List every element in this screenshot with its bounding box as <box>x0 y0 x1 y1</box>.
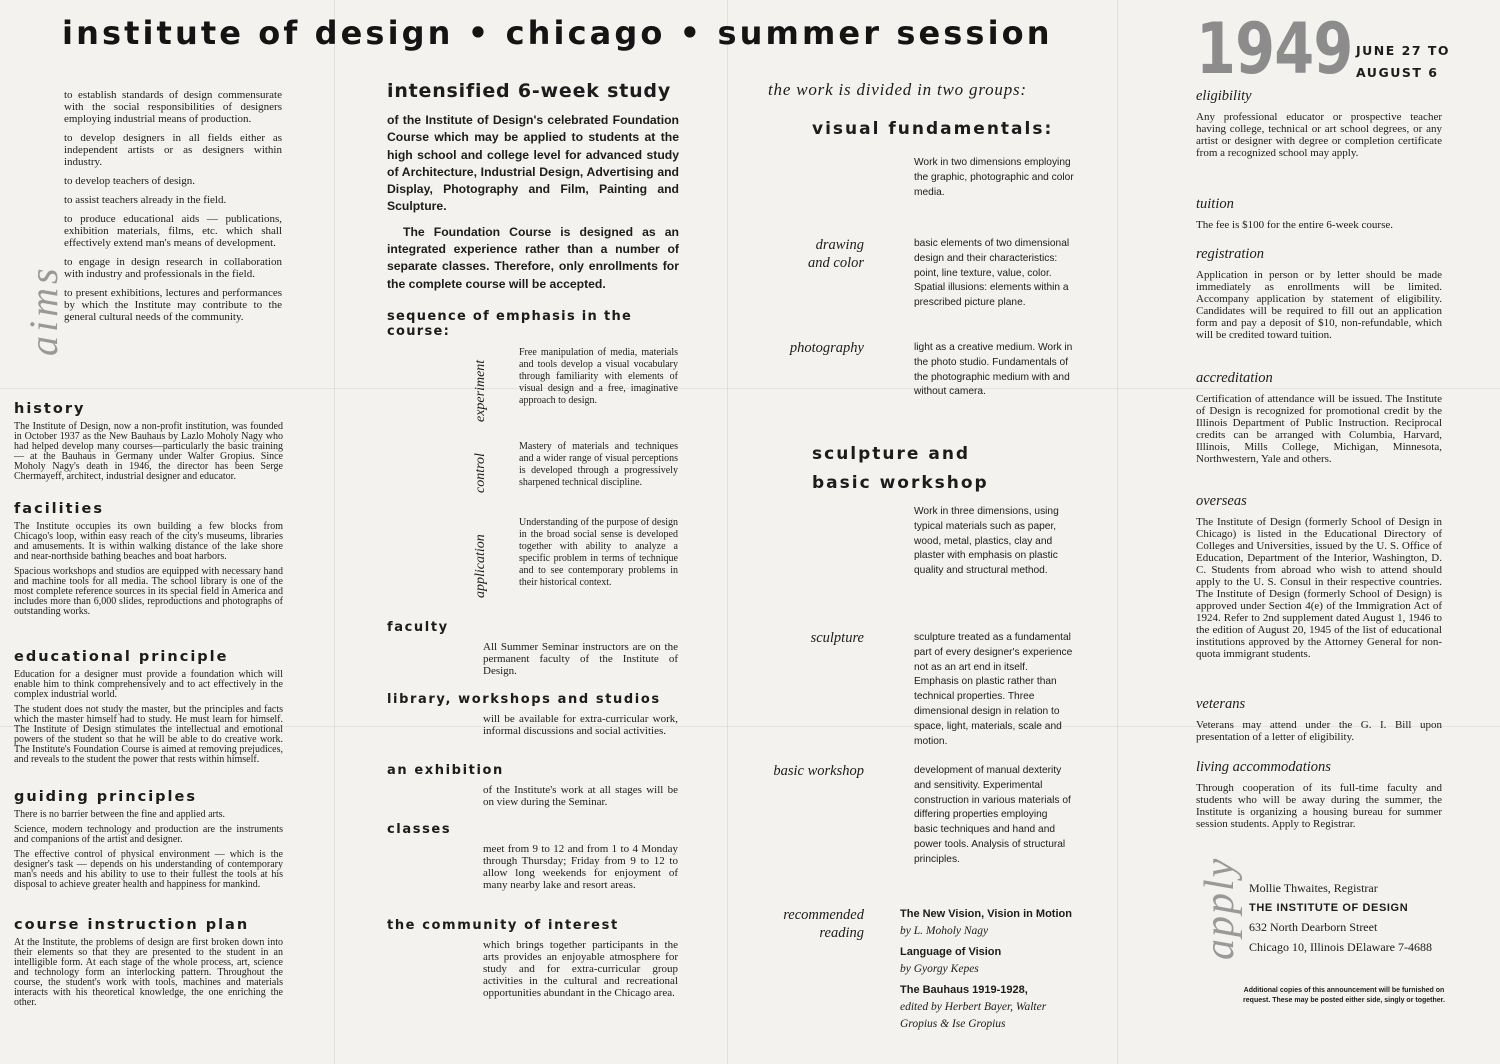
drawing-label-line: drawing <box>815 237 864 253</box>
section-text: The Institute of Design, now a non-profit institution, was founded in October 1937 as the New Bauhaus by Lazlo Moholy Nagy who had helped develop many courses—particularly the basic training — at the Bauhaus in Germany under Walter Gropius. Since Moholy Nagy's death in 1946, the director has been Serge Chermayeff, architect, industrial designer and educator. <box>14 421 283 482</box>
section-text: There is no barrier between the fine and applied arts. <box>14 809 226 820</box>
exhibition-heading: an exhibition <box>387 763 504 778</box>
left-sections <box>14 401 283 1008</box>
registrar-name: Mollie Thwaites, Registrar <box>1249 881 1378 895</box>
page-title: institute of design • chicago • summer session <box>62 14 1053 52</box>
street-address: 632 North Dearborn Street <box>1249 920 1378 934</box>
reading-label-line: reading <box>819 925 864 941</box>
groups-intro: the work is divided in two groups: <box>768 80 1027 99</box>
section-text: The Institute of Design (formerly School of Design in Chicago) is listed in the Educational Directory of Colleges and Universities, issued by the U. S. Office of Education, Department of the Interior, Washington, D. C. Students from abroad who wish to attend should apply to the U. S. Consul in their respective countries. The Institute of Design (formerly School of Design) is approved under Section 4(e) of the Immigration Act of 1924. Refer to 2nd supplement dated August 1, 1946 to the edition of August 20, 1945 of the list of educational institutions approved by the Attorney General for non-quota immigrant students. <box>1196 516 1442 660</box>
intro-paragraph: The Foundation Course is designed as an integrated experience rather than a number of separate classes. Therefore, only enrollments for the complete course will be accepted. <box>387 224 679 291</box>
book-author: by Gyorgy Kepes <box>900 963 979 975</box>
section-tuition <box>1196 196 1442 246</box>
sculpture-heading-line: sculpture and <box>812 444 971 464</box>
drawing-label-line: and color <box>808 255 864 271</box>
drawing-text: basic elements of two dimensional design and their characteristics: point, line texture, value, color. Spatial illusions: elements within a prescribed picture plane. <box>914 238 1070 309</box>
intensified-study <box>387 80 679 339</box>
section-text: The fee is $100 for the entire 6-week course. <box>1196 219 1394 231</box>
visual-heading: visual fundamentals: <box>812 119 1054 139</box>
date-start: JUNE 27 TO <box>1356 43 1451 58</box>
reading-label <box>760 906 864 942</box>
aim-item: to develop teachers of design. <box>64 175 196 187</box>
book-item <box>900 943 1080 977</box>
institute-name: THE INSTITUTE OF DESIGN <box>1249 901 1409 914</box>
section-text: The Institute occupies its own building a few blocks from Chicago's loop, within easy reach of the city's museums, libraries and amusements. It is within walking distance of the lake shore and near-northside bathing beaches and boat harbors. <box>14 521 283 562</box>
section-text: Education for a designer must provide a foundation which will enable him to think comprehensively and to act effectively in the complex industrial world. <box>14 669 283 700</box>
section-text: Certification of attendance will be issued. The Institute of Design is recognized for promotional credit by the Illinois Department of Public Instruction. Reciprocal credits can be arranged with Columbia, Harvard, Illinois, Mills College, Michigan, Minnesota, Northwestern, Yale and others. <box>1196 393 1442 465</box>
apply-label: apply <box>1197 856 1243 960</box>
section-heading: accreditation <box>1196 370 1273 386</box>
book-item <box>900 981 1080 1032</box>
book-title: Language of Vision <box>900 946 1002 958</box>
library-heading: library, workshops and studios <box>387 692 661 707</box>
library-text: will be available for extra-curricular work, informal discussions and social activities. <box>483 713 678 737</box>
sequence-text: Mastery of materials and techniques and a wider range of visual perceptions is developed through a progressively sharpened technical discipline. <box>519 441 678 488</box>
fold-line <box>727 0 728 1064</box>
faculty-heading: faculty <box>387 620 449 635</box>
book-title: The New Vision, Vision in Motion <box>900 908 1072 920</box>
aim-item: to assist teachers already in the field. <box>64 194 227 206</box>
exhibition-text: of the Institute's work at all stages will be on view during the Seminar. <box>483 784 678 808</box>
sequence-heading: sequence of emphasis in the course: <box>387 308 633 339</box>
section-text: The effective control of physical environment — which is the designer's task — depends on his understanding of contemporary man's needs and his ability to use to their fullest the tools at his disposal to achieve greater health and happiness for mankind. <box>14 849 283 890</box>
faculty-text: All Summer Seminar instructors are on the permanent faculty of the Institute of Design. <box>483 641 678 677</box>
aims-label: aims <box>21 264 66 356</box>
section-text: At the Institute, the problems of design are first broken down into their elements so that they are presented to the student in an intelligible form. At each stage of the whole process, art, science and technology form an interlocking pattern. Throughout the course, the student's work with tools, machines and materials interacts with his theoretical knowledge, the one enriching the other. <box>14 937 283 1008</box>
sculpture-intro: Work in three dimensions, using typical materials such as paper, wood, metal, plastics, clay and plaster with emphasis on plastic quality and structural method. <box>914 506 1059 577</box>
section-heading: facilities <box>14 501 104 517</box>
workshop-text: development of manual dexterity and sensitivity. Experimental construction in various materials of differing properties employing basic techniques and hand and power tools. Analysis of structural principles. <box>914 765 1071 865</box>
section-text: Through cooperation of its full-time faculty and students who will be away during the summer, the Institute is organizing a housing bureau for summer session students. Apply to Registrar. <box>1196 782 1442 830</box>
fold-line <box>1117 0 1118 1064</box>
workshop-label: basic workshop <box>773 763 864 779</box>
sculpture-heading-line: basic workshop <box>812 473 989 493</box>
section-guiding-principles <box>14 789 283 917</box>
section-text: The student does not study the master, but the principles and facts which the master himself had to study. He must learn for himself. The Institute of Design stimulates the intellectual and emotional powers of the student so that he will be able to do creative work. The Institute's Foundation Course is aimed at removing prejudices, and reveals to the student the power that rests within himself. <box>14 704 283 765</box>
section-heading: course instruction plan <box>14 917 250 933</box>
classes-text: meet from 9 to 12 and from 1 to 4 Monday through Thursday; Friday from 9 to 12 to allow long weekends for enjoyment of many nearby lake and resort areas. <box>483 843 678 891</box>
session-dates <box>1356 40 1450 84</box>
section-text: Veterans may attend under the G. I. Bill upon presentation of a letter of eligibility. <box>1196 719 1442 743</box>
aim-item: to present exhibitions, lectures and performances by which the Institute may contribute to the general cultural needs of the community. <box>64 287 282 323</box>
section-heading: history <box>14 401 86 417</box>
section-text: Application in person or by letter should be made immediately as enrollments will be limited. Accompany application by statement of eligibility. Candidates will be required to fill out an application form and pay a deposit of $10, non-refundable, which will be credited toward tuition. <box>1196 269 1442 341</box>
section-accreditation <box>1196 370 1442 493</box>
section-text: Science, modern technology and production are the instruments and companions of the artist and designer. <box>14 824 283 845</box>
section-living-accommodations <box>1196 759 1442 830</box>
intensified-heading: intensified 6-week study <box>387 80 672 102</box>
info-sections <box>1196 88 1442 830</box>
aim-item: to establish standards of design commensurate with the social responsibilities of designers employing industrial means of production. <box>64 89 282 125</box>
visual-text: Work in two dimensions employing the graphic, photographic and color media. <box>914 157 1074 198</box>
section-educational-principle <box>14 649 283 789</box>
section-overseas <box>1196 493 1442 696</box>
sequence-label-control: control <box>473 453 488 493</box>
reading-list <box>900 905 1080 1032</box>
section-history <box>14 401 283 501</box>
section-veterans <box>1196 696 1442 759</box>
section-eligibility <box>1196 88 1442 196</box>
reading-label-line: recommended <box>783 907 864 923</box>
aims-list <box>64 89 282 330</box>
book-author: by L. Moholy Nagy <box>900 925 989 937</box>
copies-note: Additional copies of this announcement will be furnished on request. These may be posted either side, singly or together. <box>1243 987 1445 1004</box>
section-heading: guiding principles <box>14 789 197 805</box>
section-course-instruction-plan <box>14 917 283 1008</box>
sequence-text: Understanding of the purpose of design in the broad social sense is developed together with ability to analyze a specific problem in terms of technique and to see contemporary problems in their historical context. <box>519 517 678 588</box>
aim-item: to produce educational aids — publications, exhibition materials, films, etc. which shall effectively extend man's means of development. <box>64 213 282 249</box>
photography-label: photography <box>789 340 864 356</box>
sculpture-heading <box>812 440 989 498</box>
community-heading: the community of interest <box>387 918 619 933</box>
date-end: AUGUST 6 <box>1356 65 1439 80</box>
contact-block <box>1249 879 1449 957</box>
section-heading: registration <box>1196 246 1264 262</box>
section-registration <box>1196 246 1442 370</box>
book-title: The Bauhaus 1919-1928, <box>900 984 1028 996</box>
section-heading: tuition <box>1196 196 1234 212</box>
section-text: Any professional educator or prospective teacher having college, technical or art school degrees, or any artist or designer with degree or completion certificate from a recognized school may apply. <box>1196 111 1442 159</box>
section-heading: veterans <box>1196 696 1246 712</box>
book-author: edited by Herbert Bayer, Walter Gropius & Ise Gropius <box>900 1001 1047 1030</box>
city-address: Chicago 10, Illinois DElaware 7-4688 <box>1249 939 1432 954</box>
classes-heading: classes <box>387 822 452 837</box>
sequence-text: Free manipulation of media, materials and tools develop a visual vocabulary through familiarity with elements of visual design and a free, imaginative approach to design. <box>519 347 678 406</box>
aim-item: to engage in design research in collaboration with industry and professionals in the field. <box>64 256 282 280</box>
section-heading: eligibility <box>1196 88 1252 104</box>
sequence-label-experiment: experiment <box>473 359 488 422</box>
intro-paragraph: of the Institute of Design's celebrated Foundation Course which may be applied to students at the high school and college level for advanced study of Architecture, Industrial Design, Advertising and Display, Photography and Film, Painting and Sculpture. <box>387 113 679 214</box>
community-text: which brings together participants in the arts provides an enjoyable atmosphere for study and for extra-curricular group activities in the cultural and recreational opportunities abundant in the Chicago area. <box>483 939 678 999</box>
sequence-label-application: application <box>473 534 488 598</box>
section-text: Spacious workshops and studios are equipped with necessary hand and machine tools for all media. The school library is one of the most complete reference sources in its special field in America and includes more than 6,000 slides, reproductions and photographs of outstanding works. <box>14 566 283 617</box>
section-heading: overseas <box>1196 493 1247 509</box>
aim-item: to develop designers in all fields either as independent artists or as designers within industry. <box>64 132 282 168</box>
fold-line <box>334 0 335 1064</box>
sculpture-label: sculpture <box>810 630 864 646</box>
section-heading: educational principle <box>14 649 229 665</box>
section-facilities <box>14 501 283 649</box>
sculpture-text: sculpture treated as a fundamental part of every designer's experience not as an art end in itself. Emphasis on plastic rather than technical properties. Three dimensional design in relation to space, light, materials, scale and motion. <box>914 632 1073 747</box>
photography-text: light as a creative medium. Work in the photo studio. Fundamentals of the photographic medium with and without camera. <box>914 342 1073 398</box>
book-item <box>900 905 1080 939</box>
drawing-label <box>760 236 864 272</box>
section-heading: living accommodations <box>1196 759 1331 775</box>
year-label: 1949 <box>1196 8 1353 90</box>
